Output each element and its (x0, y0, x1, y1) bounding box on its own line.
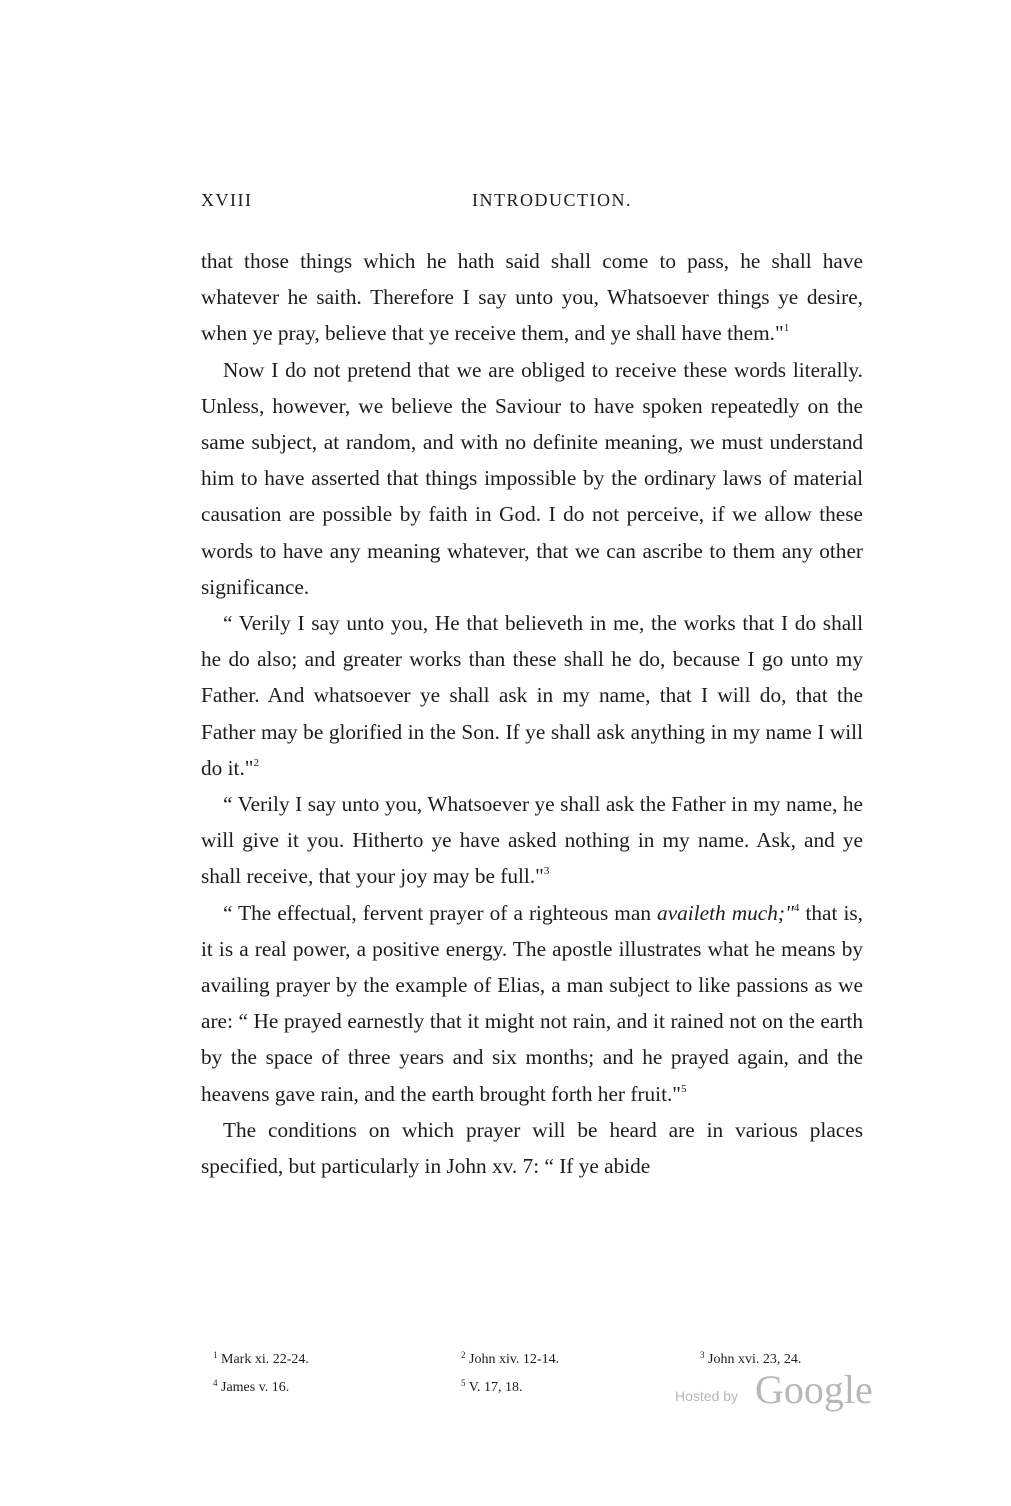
footnote-marker: 3 (543, 865, 550, 878)
footnote-reference: Mark xi. 22-24. (221, 1352, 309, 1367)
watermark-hosted-label: Hosted by (675, 1388, 739, 1404)
hosted-by-google-watermark (675, 1366, 885, 1414)
footnote-marker: 5 (681, 1082, 687, 1095)
text-run: that is, it is a real power, a positive energy. The apostle illustrates what he means by availing prayer by the example of Elias, a man subject to like passions as we are: “ He prayed earnestly that it might not rain, and it rained not on the earth by the space of three years and six months; and he prayed again, and the heavens gave rain, and the earth brought forth her fruit." (201, 900, 863, 1106)
text-run: “ The effectual, fervent prayer of a righteous man (223, 900, 658, 925)
footnote-reference: V. 17, 18. (468, 1380, 523, 1395)
footnote-number: 3 (700, 1350, 705, 1360)
italic-text: availeth much;" (657, 900, 794, 925)
footnote-marker: 4 (793, 901, 800, 914)
footnote-marker: 1 (783, 322, 790, 335)
paragraph (201, 605, 863, 786)
footnote (461, 1346, 559, 1374)
running-head: INTRODUCTION. (472, 190, 632, 210)
paragraph (201, 1112, 863, 1184)
footnote-marker: 2 (253, 756, 259, 769)
footnote (461, 1374, 523, 1402)
body-text (201, 243, 863, 1184)
paragraph (201, 243, 863, 352)
text-run: The conditions on which prayer will be heard are in various places specified, but particularly in John xv. 7: “ If ye abide (201, 1117, 863, 1179)
page-header (201, 190, 863, 220)
text-run: “ Verily I say unto you, Whatsoever ye shall ask the Father in my name, he will give it you. Hitherto ye have asked nothing in my name. Ask, and ye shall receive, that your joy may be full." (201, 792, 863, 889)
paragraph (201, 786, 863, 895)
footnote-number: 4 (213, 1378, 218, 1388)
page-number: XVIII (201, 190, 253, 210)
footnote (213, 1374, 289, 1402)
paragraph (201, 352, 863, 605)
footnote-number: 1 (213, 1350, 218, 1360)
text-run: that those things which he hath said shall come to pass, he shall have whatever he saith. Therefore I say unto you, Whatsoever things ye desire, when ye pray, believe that ye receive them, and ye shall have them." (201, 249, 863, 346)
footnote (213, 1346, 309, 1374)
text-run: Now I do not pretend that we are obliged to receive these words literally. Unless, however, we believe the Saviour to have spoken repeatedly on the same subject, at random, and with no definite meaning, we must understand him to have asserted that things impossible by the ordinary laws of material causation are possible by faith in God. I do not perceive, if we allow these words to have any meaning whatever, that we can ascribe to them any other significance. (201, 357, 863, 599)
footnote-reference: James v. 16. (221, 1380, 290, 1395)
footnote-reference: John xvi. 23, 24. (708, 1352, 802, 1367)
google-logo: Google (755, 1367, 873, 1412)
footnote-reference: John xiv. 12-14. (469, 1352, 560, 1367)
footnote-number: 2 (461, 1350, 466, 1360)
paragraph (201, 895, 863, 1112)
footnote-number: 5 (461, 1378, 466, 1388)
text-run: “ Verily I say unto you, He that believeth in me, the works that I do shall he do also; and greater works than these shall he do, because I go unto my Father. And whatsoever ye shall ask in my name, that I will do, that the Father may be glorified in the Son. If ye shall ask anything in my name I will do it." (201, 611, 863, 780)
